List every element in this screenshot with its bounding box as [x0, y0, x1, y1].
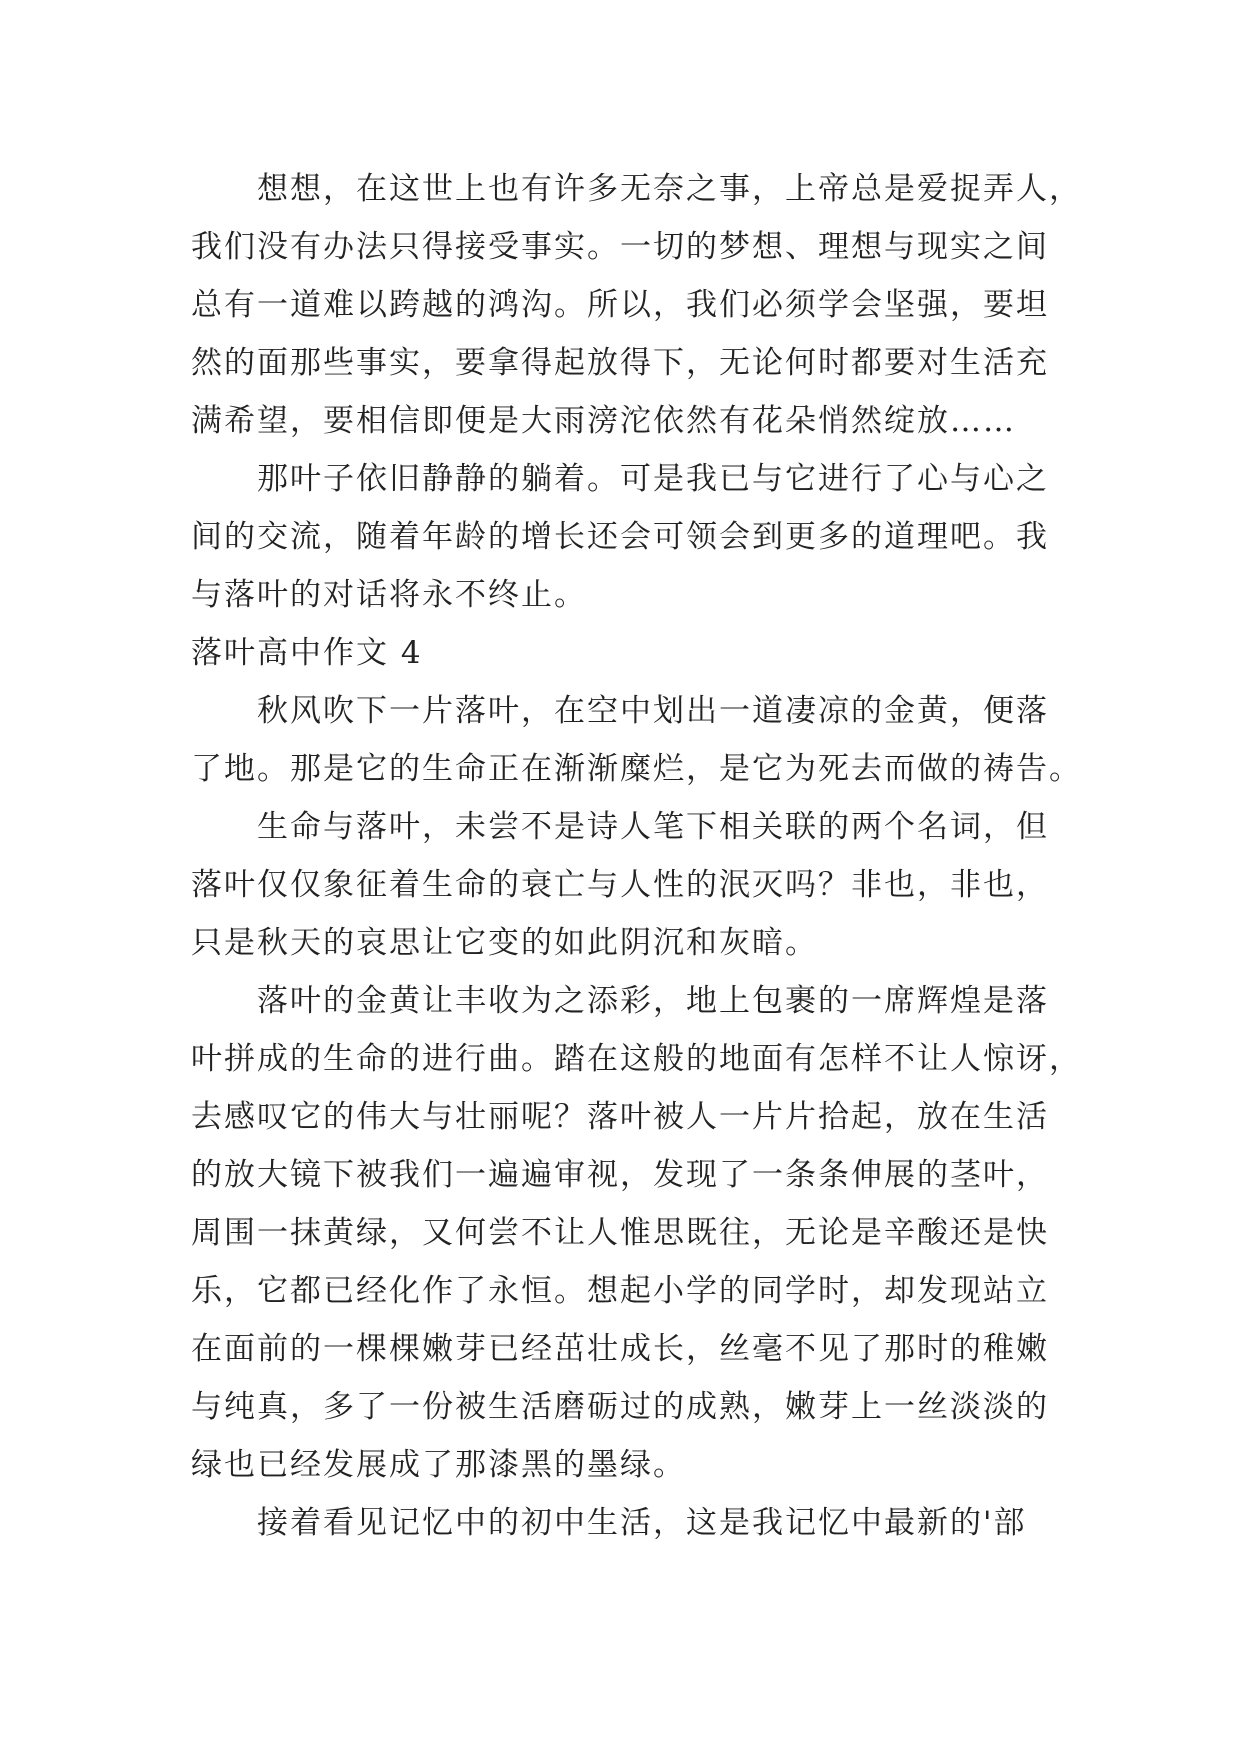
paragraph [191, 1494, 1061, 1552]
text-line: 周围一抹黄绿，又何尝不让人惟思既往，无论是辛酸还是快 [191, 1215, 1049, 1251]
text-line: 总有一道难以跨越的鸿沟。所以，我们必须学会坚强，要坦 [191, 287, 1049, 323]
section-heading [191, 624, 1061, 682]
text-line: 叶拼成的生命的进行曲。踏在这般的地面有怎样不让人惊讶， [191, 1041, 1082, 1077]
document-body [191, 160, 1082, 1552]
text-line: 在面前的一棵棵嫩芽已经茁壮成长，丝毫不见了那时的稚嫩 [191, 1331, 1049, 1367]
text-line: 满希望，要相信即便是大雨滂沱依然有花朵悄然绽放…… [191, 403, 1016, 439]
text-line: 间的交流，随着年龄的增长还会可领会到更多的道理吧。我 [191, 519, 1049, 555]
text-line: 的放大镜下被我们一遍遍审视，发现了一条条伸展的茎叶， [191, 1157, 1049, 1193]
text-line: 生命与落叶，未尝不是诗人笔下相关联的两个名词，但 [257, 809, 1049, 845]
paragraph [191, 972, 1082, 1494]
paragraph [191, 160, 1082, 450]
text-line: 了地。那是它的生命正在渐渐糜烂，是它为死去而做的祷告。 [191, 751, 1082, 787]
text-line: 与纯真，多了一份被生活磨砺过的成熟，嫩芽上一丝淡淡的 [191, 1389, 1049, 1425]
paragraph [191, 682, 1082, 798]
text-line: 落叶的金黄让丰收为之添彩，地上包裹的一席辉煌是落 [257, 983, 1049, 1019]
text-line: 那叶子依旧静静的躺着。可是我已与它进行了心与心之 [257, 461, 1049, 497]
heading-text: 落叶高中作文 4 [191, 635, 423, 671]
text-line: 去感叹它的伟大与壮丽呢？落叶被人一片片拾起，放在生活 [191, 1099, 1049, 1135]
text-line: 秋风吹下一片落叶，在空中划出一道凄凉的金黄，便落 [257, 693, 1049, 729]
text-line: 乐，它都已经化作了永恒。想起小学的同学时，却发现站立 [191, 1273, 1049, 1309]
text-line: 然的面那些事实，要拿得起放得下，无论何时都要对生活充 [191, 345, 1049, 381]
text-line: 接着看见记忆中的初中生活，这是我记忆中最新的'部 [257, 1505, 1027, 1541]
text-line: 只是秋天的哀思让它变的如此阴沉和灰暗。 [191, 925, 818, 961]
text-line: 落叶仅仅象征着生命的衰亡与人性的泯灭吗？非也，非也， [191, 867, 1049, 903]
text-line: 想想，在这世上也有许多无奈之事，上帝总是爱捉弄人， [257, 171, 1082, 207]
text-line: 我们没有办法只得接受事实。一切的梦想、理想与现实之间 [191, 229, 1049, 265]
text-line: 绿也已经发展成了那漆黑的墨绿。 [191, 1447, 686, 1483]
text-line: 与落叶的对话将永不终止。 [191, 577, 587, 613]
paragraph [191, 798, 1061, 972]
paragraph [191, 450, 1061, 624]
